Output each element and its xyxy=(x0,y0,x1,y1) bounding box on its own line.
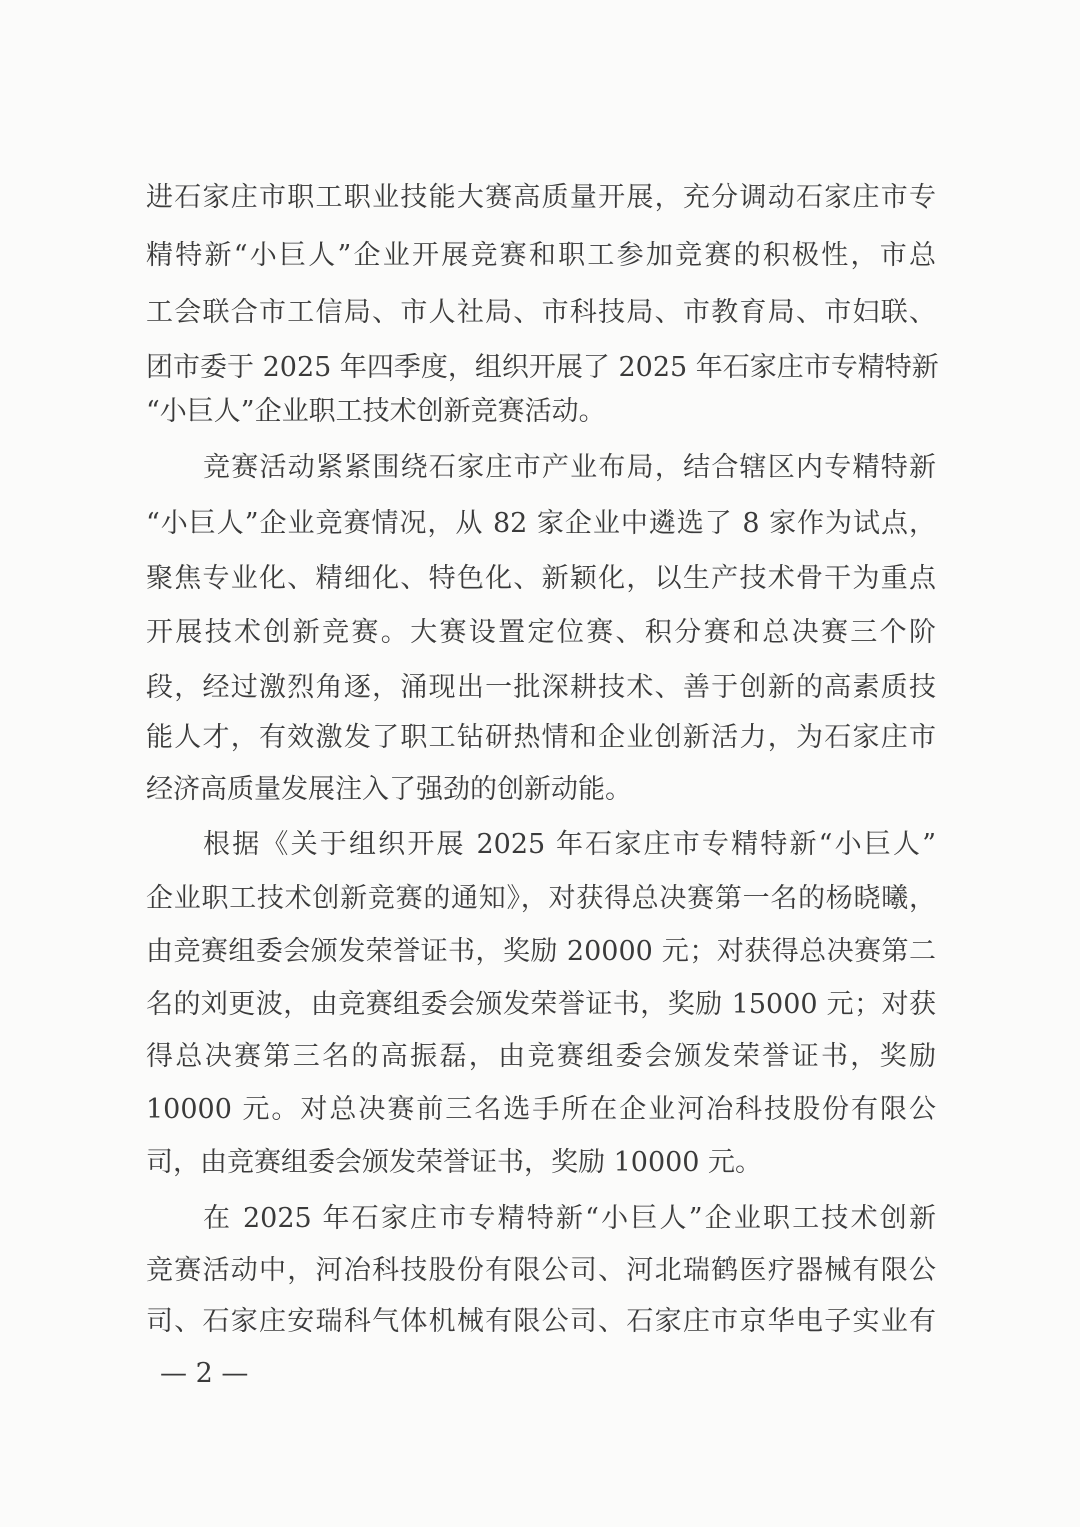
paragraph-line: 根据《关于组织开展 2025 年石家庄市专精特新“小巨人” xyxy=(203,829,936,860)
paragraph-line: 在 2025 年石家庄市专精特新“小巨人”企业职工技术创新 xyxy=(203,1203,936,1234)
paragraph-line: 由竞赛组委会颁发荣誉证书，奖励 20000 元；对获得总决赛第二 xyxy=(146,936,936,967)
paragraph-line: 企业职工技术创新竞赛的通知》，对获得总决赛第一名的杨晓曦， xyxy=(146,883,936,914)
paragraph-line: 精特新“小巨人”企业开展竞赛和职工参加竞赛的积极性，市总 xyxy=(146,240,936,271)
paragraph-line: “小巨人”企业竞赛情况，从 82 家企业中遴选了 8 家作为试点， xyxy=(146,508,936,539)
paragraph-line: 开展技术创新竞赛。大赛设置定位赛、积分赛和总决赛三个阶 xyxy=(146,617,936,648)
paragraph-line: 工会联合市工信局、市人社局、市科技局、市教育局、市妇联、 xyxy=(146,297,936,328)
paragraph-line: “小巨人”企业职工技术创新竞赛活动。 xyxy=(146,396,606,427)
paragraph-line: 司、石家庄安瑞科气体机械有限公司、石家庄市京华电子实业有 xyxy=(146,1306,936,1337)
paragraph-line: 聚焦专业化、精细化、特色化、新颖化，以生产技术骨干为重点 xyxy=(146,563,936,594)
paragraph-line: 进石家庄市职工职业技能大赛高质量开展，充分调动石家庄市专 xyxy=(146,182,936,213)
paragraph-line: 名的刘更波，由竞赛组委会颁发荣誉证书，奖励 15000 元；对获 xyxy=(146,989,936,1020)
paragraph-line: 段，经过激烈角逐，涌现出一批深耕技术、善于创新的高素质技 xyxy=(146,672,936,703)
paragraph-line: 司，由竞赛组委会颁发荣誉证书，奖励 10000 元。 xyxy=(146,1147,763,1178)
page-number: — 2 — xyxy=(160,1358,249,1389)
paragraph-line: 经济高质量发展注入了强劲的创新动能。 xyxy=(146,774,632,805)
paragraph-line: 能人才，有效激发了职工钻研热情和企业创新活力，为石家庄市 xyxy=(146,722,936,753)
paragraph-line: 10000 元。对总决赛前三名选手所在企业河冶科技股份有限公 xyxy=(146,1094,936,1125)
paragraph-line: 得总决赛第三名的高振磊，由竞赛组委会颁发荣誉证书，奖励 xyxy=(146,1041,936,1072)
paragraph-line: 竞赛活动紧紧围绕石家庄市产业布局，结合辖区内专精特新 xyxy=(203,452,936,483)
paragraph-line: 竞赛活动中，河冶科技股份有限公司、河北瑞鹤医疗器械有限公 xyxy=(146,1255,936,1286)
paragraph-line: 团市委于 2025 年四季度，组织开展了 2025 年石家庄市专精特新 xyxy=(146,352,939,383)
